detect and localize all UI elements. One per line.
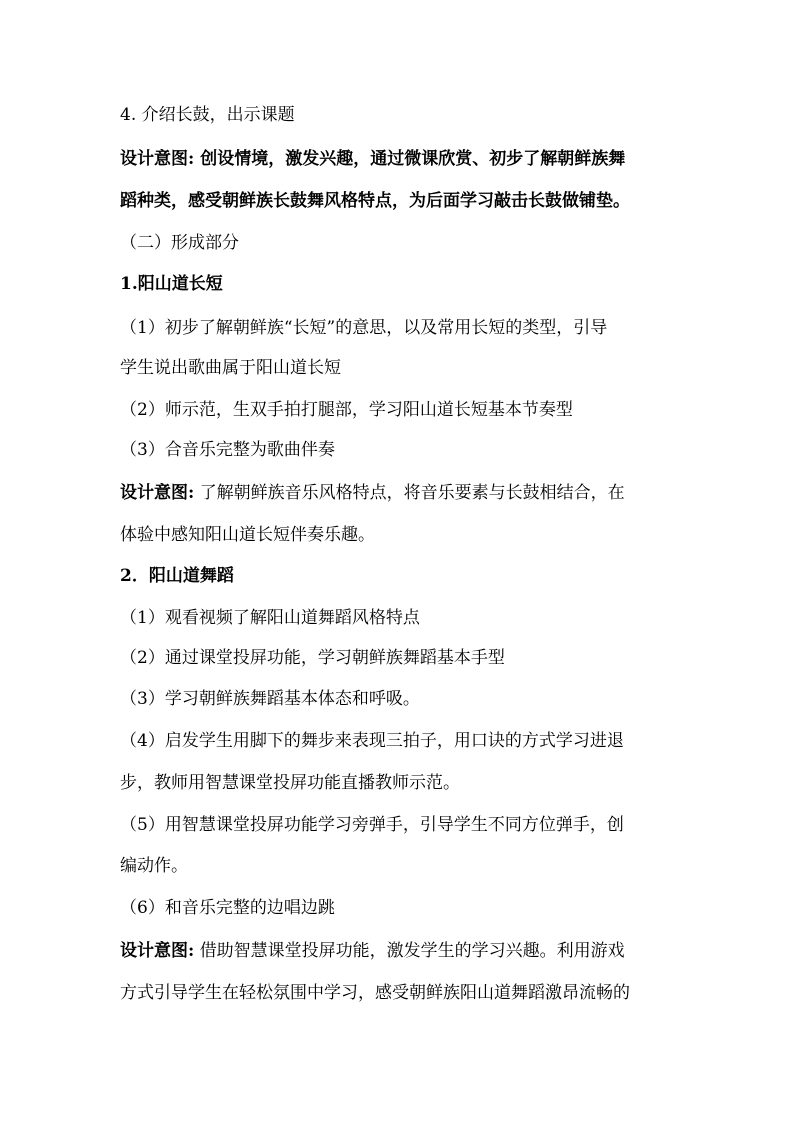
line-text: 4. 介绍长鼓，出示课题 (120, 105, 295, 125)
line-text: 步，教师用智慧课堂投屏功能直播教师示范。 (120, 773, 460, 793)
design-intent-label: 设计意图: (120, 483, 195, 503)
line-text: （3）学习朝鲜族舞蹈基本体态和呼吸。 (120, 689, 420, 709)
item-2-4 (120, 730, 690, 752)
line-text: （2）师示范，生双手拍打腿部，学习阳山道长短基本节奏型 (120, 400, 573, 420)
line-text: （5）用智慧课堂投屏功能学习旁弹手，引导学生不同方位弹手，创 (120, 815, 624, 835)
item-2-6 (120, 897, 690, 919)
design-intent-label: 设计意图: (120, 941, 195, 961)
line-text: （1）观看视频了解阳山道舞蹈风格特点 (120, 608, 420, 628)
step-4-heading (120, 104, 690, 126)
subsection-2-heading (120, 565, 690, 587)
line-text: 学生说出歌曲属于阳山道长短 (120, 358, 341, 378)
line-text: （1）初步了解朝鲜族“长短”的意思，以及常用长短的类型，引导 (120, 318, 608, 338)
design-intent-1-cont (120, 190, 690, 212)
item-2-4-cont (120, 772, 690, 794)
line-text: （6）和音乐完整的边唱边跳 (120, 898, 335, 918)
line-text: （4）启发学生用脚下的舞步来表现三拍子，用口诀的方式学习进退 (120, 731, 624, 751)
item-2-5 (120, 814, 690, 836)
item-2-2 (120, 647, 690, 669)
line-text: 创设情境，激发兴趣，通过微课欣赏、初步了解朝鲜族舞 (200, 149, 626, 169)
line-text: 借助智慧课堂投屏功能，激发学生的学习兴趣。利用游戏 (199, 941, 625, 961)
item-2-5-cont (120, 855, 690, 877)
item-2-1 (120, 607, 690, 629)
item-1-1-cont (120, 357, 690, 379)
item-1-3 (120, 439, 690, 461)
design-intent-2 (120, 482, 690, 504)
design-intent-3 (120, 940, 690, 962)
item-2-3 (120, 688, 690, 710)
section-formation-heading (120, 232, 690, 254)
line-text: 蹈种类，感受朝鲜族长鼓舞风格特点，为后面学习敲击长鼓做铺垫。 (120, 191, 630, 211)
line-text: 体验中感知阳山道长短伴奏乐趣。 (120, 525, 375, 545)
design-intent-1 (120, 148, 690, 170)
line-text: 方式引导学生在轻松氛围中学习，感受朝鲜族阳山道舞蹈激昂流畅的 (120, 983, 630, 1003)
design-intent-2-cont (120, 524, 690, 546)
item-1-2 (120, 399, 690, 421)
line-text: （3）合音乐完整为歌曲伴奏 (120, 440, 335, 460)
line-text: 2．阳山道舞蹈 (120, 566, 234, 586)
line-text: （2）通过课堂投屏功能，学习朝鲜族舞蹈基本手型 (120, 648, 505, 668)
subsection-1-heading (120, 273, 690, 295)
item-1-1 (120, 317, 690, 339)
line-text: 了解朝鲜族音乐风格特点，将音乐要素与长鼓相结合，在 (199, 483, 625, 503)
line-text: （二）形成部分 (120, 233, 239, 253)
line-text: 编动作。 (120, 856, 188, 876)
design-intent-label: 设计意图: (120, 149, 195, 169)
design-intent-3-cont (120, 982, 690, 1004)
line-text: 1.阳山道长短 (120, 274, 223, 294)
